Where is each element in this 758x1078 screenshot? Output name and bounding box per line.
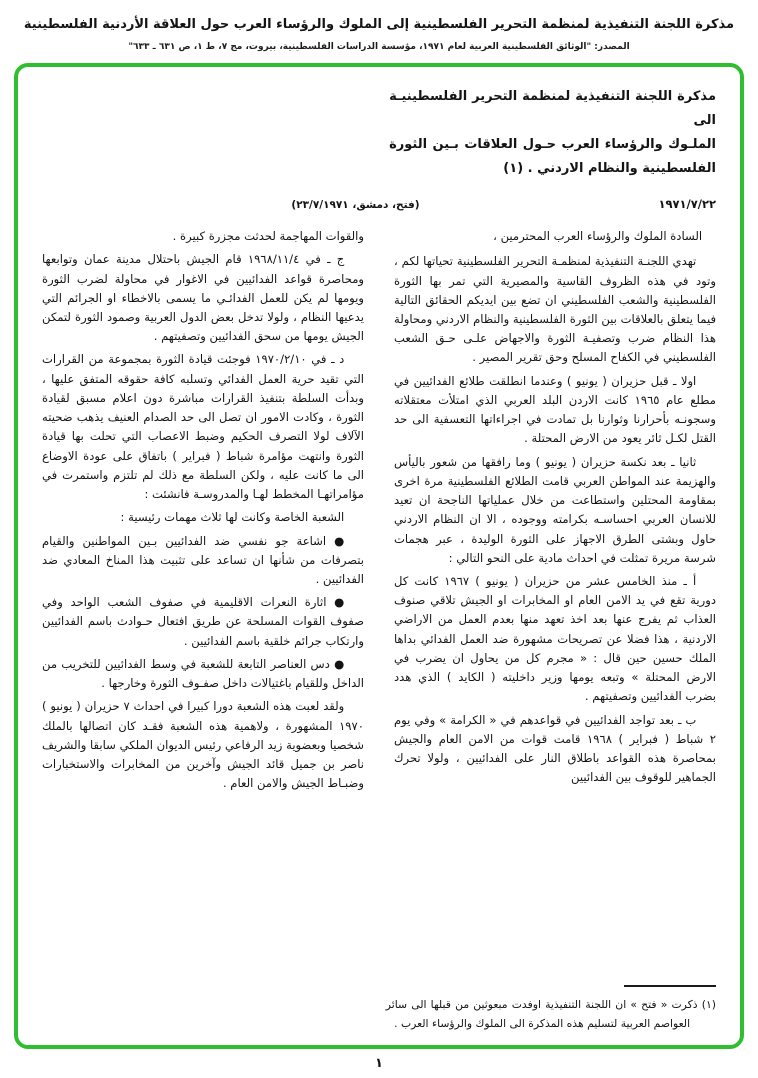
document-outer-title: مذكرة اللجنة التنفيذية لمنظمة التحرير الفلسطينية إلى الملوك والرؤساء العرب حول العلاقة الأردنية الفلسطينية [23,17,735,32]
point-a: أ ـ منذ الخامس عشر من حزيران ( يونيو ) ١٩٦٧ كانت كل دورية تقع في يد الامن العام او المخابرات او الجيش تلاقي صنوف العذاب ثم يفرج عنها بعد اخذ تعهد منها بعدم العمل من الاراضي الاردنية ، هذا فضلا عن تصريحات مشهورة ضد العمل الفدائي بداها الملك حسين حين قال : « مجرم كل من يحاول ان يضرب في الارض المحتلة » وتبعه يومها وزير داخليته ( الكايد ) الذي هدد بضرب الفدائيين وتصفيتهم . [394,574,716,704]
source-citation: المصدر: "الوثائق الفلسطينية العربية لعام ١٩٧١، مؤسسة الدراسات الفلسطينية، بيروت، مج ٧، ط ١، ص ٦٣١ ـ ٦٣٣" [128,41,630,52]
memo-date: ١٩٧١/٧/٢٢ [658,197,716,212]
memo-title-line: مذكرة اللجنة التنفيذية لمنظمة التحرير الفلسطينيـة الى [389,88,716,128]
special-branch-intro: الشعبة الخاصة وكانت لها ثلاث مهمات رئيسية : [120,510,345,525]
footnote-divider [624,985,716,987]
salutation: السادة الملوك والرؤساء العرب المحترمين ، [493,229,703,244]
point-second: ثانيا ـ بعد نكسة حزيران ( يونيو ) وما رافقها من شعور باليأس والهزيمة عند المواطن العربي قامت الطلائع الفلسطينية مرة اخرى بمقاومة المحتلين واستطاعت من خلال عملياتها الناجحة ان تعيد للانسان العربي احساسـه بكرامته ووجوده ، الا ان النظام الاردني حاول وبشتى الطرق الاجهاز على الثورة الوليدة ، عبر هجمات شرسة مريرة تمثلت في احداث مادية على النحو التالي : [394,454,716,565]
scanned-document-frame [14,63,744,1049]
date-row [42,197,716,211]
publication-note: (فتح، دمشق، ٢٣/٧/١٩٧١) [291,199,420,212]
point-b: ب ـ بعد تواجد الفدائيين في قواعدهم في « الكرامة » وفي يوم ٢ شباط ( فبراير ) ١٩٦٨ قامت قوات من الامن العام والجيش بمحاصرة هذه القواعد باطلاق النار على الفدائيين ، ولولا تحرك الجماهير للوقوف بين الفدائيين [394,712,716,785]
footnote-text: (١) ذكرت « فتح » ان اللجنة التنفيذية اوفدت مبعوثين من قبلها الى سائر العواصم العربية لتسليم هذه المذكرة الى الملوك والرؤساء العرب . [385,998,716,1030]
page-number: ١ [375,1055,383,1071]
continuation-paragraph: والقوات المهاجمة لحدثت مجزرة كبيرة . [172,229,364,244]
memo-title-line: الفلسطينية والنظام الاردني . (١) [503,160,716,176]
column-left [42,227,364,977]
bullet-item: ● اثارة النعرات الاقليمية في صفوف الشعب الواحد وفي صفوف القوات المسلحة عن طريق افتعال حـوادث باسم الفدائيين وارتكاب جرائم خلقية باسم الفدائيين . [42,595,364,648]
memo-body [42,227,716,977]
point-d: د ـ في ١٩٧٠/٢/١٠ فوجئت قيادة الثورة بمجموعة من القرارات التي تقيد حرية العمل الفدائي وتسلبه كافة حقوقه المتفق عليها ، وبدأت السلطة بتنفيذ القرارات مباشرة دون اعلام مسبق لقيادة الثورة ، وكادت الامور ان تصل الى حد الصدام العنيف يذهب ضحيته الآلاف لولا التصرف الحكيم وضبط الاعصاب التي تحلت بها قيادة الثورة وانتهت مؤامرة شباط ( فبراير ) باتفاق على عودة الاوضاع الى ما كانت عليه ، ولكن السلطة مع ذلك لم تلتزم واستمرت في مؤامراتهـا المخطط لهـا والمدروسـة فانشئت : [42,352,364,502]
memo-document [42,85,716,1033]
memo-title-line: الملـوك والرؤساء العرب حـول العلاقات بـين الثورة [389,136,716,152]
point-j: ج ـ في ١٩٦٨/١١/٤ قام الجيش باحتلال مدينة عمان وتوابعها ومحاصرة قواعد الفدائيين في الاغوار في محاولة لضرب الثورة ويومها لم يكن للعمل الفدائـي ما يسمى بالاخطاء او الجرائم التي يدعيها النظام ، ولولا تدخل بعض الدول العربية وصمود الثورة لتمكن الجيش يومها من سحق الفدائيين وتصفيتهم . [42,252,364,344]
conclusion-paragraph: ولقد لعبت هذه الشعبة دورا كبيرا في احداث ٧ حزيران ( يونيو ) ١٩٧٠ المشهورة ، ولاهمية هذه الشعبة فقـد كان اتصالها بالملك شخصيا وبعضوية زيد الرفاعي رئيس الديوان الملكي سابقا والشريف ناصر بن جميل قائد الجيش وآخرين من المخابرات والاستخبارات وضبـاط الجيش والامن العام . [42,699,364,791]
bullet-item: ● اشاعة جو نفسي ضد الفدائيين بـين المواطنين والقيام بتصرفات من شأنها ان تساعد على تثبيت هذا المناخ المعادي ضد الفدائيين . [42,533,364,587]
column-right [394,227,716,977]
memo-title [389,85,716,181]
bullet-item: ● دس العناصر التابعة للشعبة في وسط الفدائيين للتخريب من الداخل وللقيام باغتيالات داخل صفـوف الثورة وخارجها . [42,656,364,691]
outer-header [0,0,758,52]
footnote-area [386,985,716,1033]
intro-paragraph: تهدي اللجنـة التنفيذية لمنظمـة التحرير الفلسطينية تحياتها لكم ، وتود في هذه الظروف القاسية والمصيرية التي تمر بها الثورة الفلسطينية والشعب الفلسطيني ان تضع بين ايديكم الحقائق التالية فيما يتعلق بالعلاقات بين الثورة الفلسطينية والنظام الاردني ومحاولة هذا النظام ضرب وتصفيـة الثورة والاجهاض علـى حـق الشعب الفلسطيني في الكفاح المسلح وحق تقرير المصير . [394,254,716,365]
point-first: اولا ـ قبل حزيران ( يونيو ) وعندما انطلقت طلائع الفدائيين في مطلع عام ١٩٦٥ كانت الاردن البلد العربي الذي امتلأت معتقلاته وسجونـه بأحرارنا وثوارنا بل تمادت في اجراءاتها التعسفية الى حد القتل لكـل ثائر يعود من الارض المحتلة . [394,373,716,446]
